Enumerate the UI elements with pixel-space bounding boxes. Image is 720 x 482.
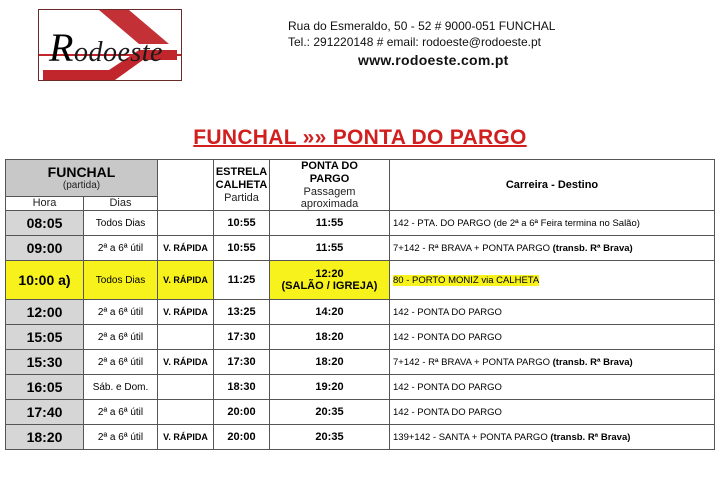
schedule-row (6, 425, 715, 450)
route-name: 142 - PTA. DO PARGO (de 2ª a 6ª Feira termina no Salão) (393, 217, 640, 229)
pargo-time-value: 19:20 (315, 381, 344, 393)
header-ponta-pargo: PONTA DO PARGO Passagem aproximada (270, 160, 390, 211)
route-destination (390, 350, 715, 375)
departure-time: 15:30 (6, 350, 84, 375)
departure-time: 09:00 (6, 236, 84, 261)
ponta-pargo-time (270, 425, 390, 450)
calheta-time: 11:25 (214, 261, 270, 300)
departure-time: 16:05 (6, 375, 84, 400)
pargo-time-value: 11:55 (315, 217, 344, 229)
route-name: 142 - PONTA DO PARGO (393, 306, 502, 318)
header-dias: Dias (84, 196, 158, 210)
header-estrela-calheta: ESTRELA CALHETA Partida (214, 160, 270, 211)
company-logo (38, 9, 182, 81)
calheta-time: 17:30 (214, 350, 270, 375)
schedule-row (6, 375, 715, 400)
schedule-row (6, 236, 715, 261)
departure-time: 10:00 a) (6, 261, 84, 300)
via-rapida (158, 211, 214, 236)
departure-time: 12:00 (6, 300, 84, 325)
route-name: 7+142 - Rª BRAVA + PONTA PARGO (393, 242, 553, 254)
pargo-time-value: 14:20 (315, 306, 344, 318)
service-days: 2ª a 6ª útil (84, 300, 158, 325)
route-destination (390, 425, 715, 450)
via-rapida: V. RÁPIDA (158, 300, 214, 325)
pargo-time-value: 12:20 (315, 268, 344, 280)
ponta-pargo-time (270, 300, 390, 325)
route-highlight (393, 275, 539, 286)
schedule-row (6, 300, 715, 325)
via-rapida: V. RÁPIDA (158, 425, 214, 450)
calheta-time: 20:00 (214, 425, 270, 450)
pargo-time-value: 20:35 (315, 431, 344, 443)
calheta-time: 13:25 (214, 300, 270, 325)
route-destination (390, 325, 715, 350)
pargo-time-value: 20:35 (315, 406, 344, 418)
transfer-note: (transb. Rª Brava) (552, 242, 633, 254)
route-destination (390, 375, 715, 400)
calheta-time: 10:55 (214, 236, 270, 261)
departure-time: 15:05 (6, 325, 84, 350)
service-days: 2ª a 6ª útil (84, 325, 158, 350)
service-days: Sáb. e Dom. (84, 375, 158, 400)
calheta-time: 18:30 (214, 375, 270, 400)
service-days: 2ª a 6ª útil (84, 236, 158, 261)
schedule-row (6, 400, 715, 425)
transfer-note: (transb. Rª Brava) (552, 356, 633, 368)
pargo-time-value: 11:55 (315, 242, 344, 254)
departure-time: 17:40 (6, 400, 84, 425)
service-days: 2ª a 6ª útil (84, 400, 158, 425)
address-line: Rua do Esmeraldo, 50 - 52 # 9000-051 FUNCHAL (288, 19, 556, 33)
ponta-pargo-time (270, 400, 390, 425)
header-via (158, 160, 214, 211)
route-name: 139+142 - SANTA + PONTA PARGO (393, 431, 551, 443)
route-destination (390, 300, 715, 325)
ponta-pargo-time (270, 325, 390, 350)
service-days: Todos Dias (84, 261, 158, 300)
route-name: 142 - PONTA DO PARGO (393, 406, 502, 418)
service-days: Todos Dias (84, 211, 158, 236)
calheta-time: 10:55 (214, 211, 270, 236)
calheta-time: 17:30 (214, 325, 270, 350)
ponta-pargo-time (270, 375, 390, 400)
route-name: 7+142 - Rª BRAVA + PONTA PARGO (393, 356, 553, 368)
ponta-pargo-time (270, 236, 390, 261)
transfer-note: (transb. Rª Brava) (550, 431, 631, 443)
route-name: 80 - PORTO MONIZ via CALHETA (393, 274, 540, 286)
schedule-row (6, 211, 715, 236)
pargo-time-value: 18:20 (315, 356, 344, 368)
departure-time: 18:20 (6, 425, 84, 450)
route-destination (390, 236, 715, 261)
header-funchal: FUNCHAL (partida) (6, 160, 158, 197)
via-rapida (158, 400, 214, 425)
route-destination (390, 400, 715, 425)
calheta-time: 20:00 (214, 400, 270, 425)
via-rapida: V. RÁPIDA (158, 236, 214, 261)
via-rapida (158, 325, 214, 350)
logo-wordmark: Rodoeste (49, 25, 163, 70)
schedule-table (5, 159, 715, 450)
route-title: FUNCHAL »» PONTA DO PARGO (193, 126, 527, 149)
schedule-row (6, 261, 715, 300)
ponta-pargo-time (270, 261, 390, 300)
schedule-row (6, 350, 715, 375)
pargo-time-value: 18:20 (315, 331, 344, 343)
route-name: 142 - PONTA DO PARGO (393, 331, 502, 343)
header-hora: Hora (6, 196, 84, 210)
via-rapida: V. RÁPIDA (158, 261, 214, 300)
website-link[interactable]: www.rodoeste.com.pt (358, 52, 509, 68)
pargo-stop-note: (SALÃO / IGREJA) (281, 280, 378, 292)
route-destination (390, 211, 715, 236)
route-name: 142 - PONTA DO PARGO (393, 381, 502, 393)
via-rapida: V. RÁPIDA (158, 350, 214, 375)
service-days: 2ª a 6ª útil (84, 350, 158, 375)
schedule-row (6, 325, 715, 350)
ponta-pargo-time (270, 211, 390, 236)
contact-info (288, 18, 555, 68)
departure-time: 08:05 (6, 211, 84, 236)
header-carreira-destino: Carreira - Destino (390, 160, 715, 211)
phone-email-line: Tel.: 291220148 # email: rodoeste@rodoeste.pt (288, 35, 542, 49)
route-destination (390, 261, 715, 300)
ponta-pargo-time (270, 350, 390, 375)
via-rapida (158, 375, 214, 400)
service-days: 2ª a 6ª útil (84, 425, 158, 450)
